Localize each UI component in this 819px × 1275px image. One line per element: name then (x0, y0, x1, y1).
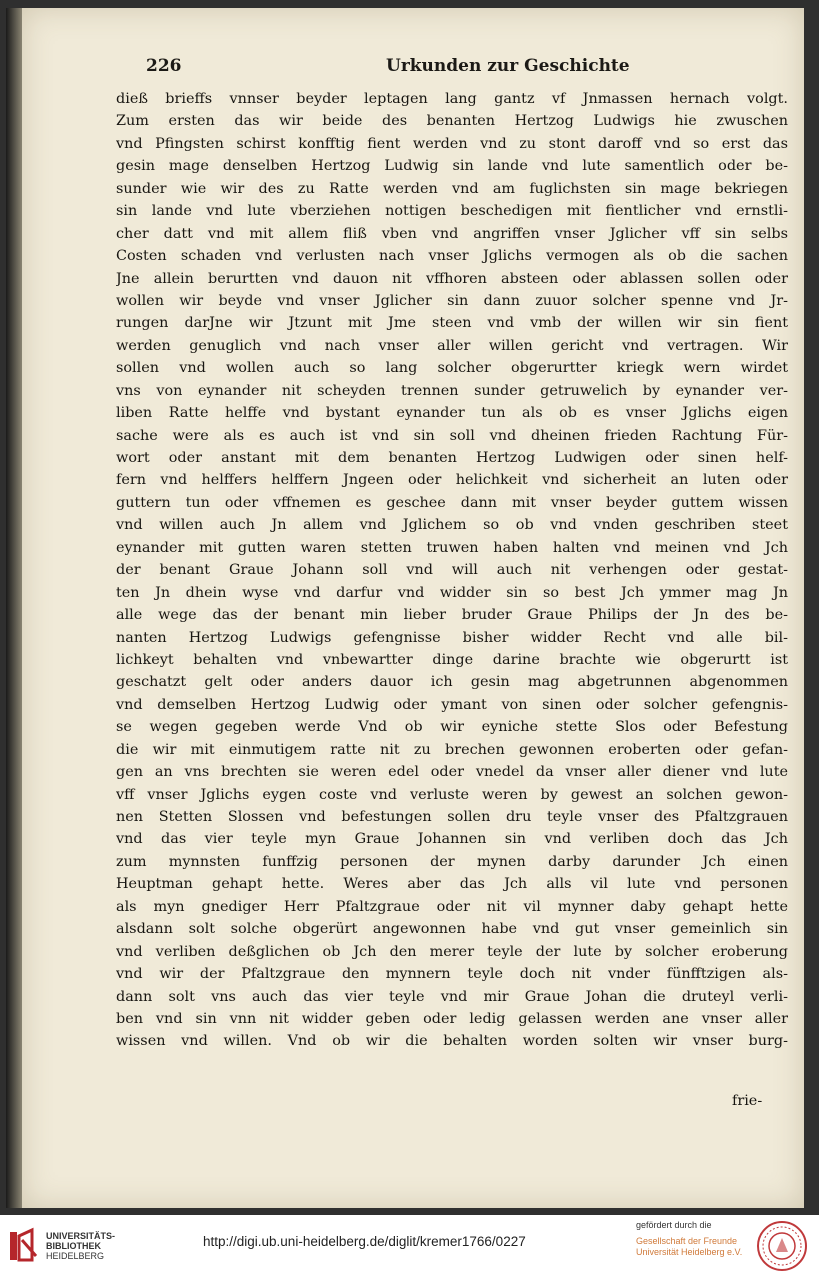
text-line: wort oder anstant mit dem benanten Hertzog Ludwigen oder sinen helf- (116, 450, 788, 466)
sponsor-name-line-1: Gesellschaft der Freunde (636, 1236, 738, 1246)
sponsor-name (636, 1236, 742, 1258)
text-line: alsdann solt solche obgerürt angewonnen habe vnd gut vnser gemeinlich sin (116, 921, 788, 938)
library-name-line-3: HEIDELBERG (46, 1251, 105, 1261)
page-number: 226 (146, 56, 182, 76)
text-line: liben Ratte helffe vnd bystant eynander tun als ob es vnser Jglichs eigen (116, 405, 788, 422)
text-line: werden genuglich vnd nach vnser aller willen gericht vnd vertragen. Wir (116, 337, 788, 354)
page-gutter-shadow (6, 8, 22, 1208)
text-line: dann solt vns auch das vier teyle vnd mir Graue Johan die druteyl verli- (116, 988, 788, 1005)
text-line: vns von eynander nit scheyden trennen sunder getruwelich by eynander ver- (116, 382, 788, 399)
text-line: nen Stetten Slossen vnd befestungen sollen dru teyle vnser des Pfaltzgrauen (116, 809, 788, 825)
sponsor-label: gefördert durch die (636, 1220, 712, 1230)
page-header (146, 56, 786, 80)
text-line: lichkeyt behalten vnd vnbewartter dinge darine brachte wie obgerurtt ist (116, 651, 788, 668)
running-head: Urkunden zur Geschichte (386, 56, 630, 76)
permalink-url[interactable]: http://digi.ub.uni-heidelberg.de/diglit/kremer1766/0227 (203, 1234, 526, 1249)
text-line: se wegen gegeben werde Vnd ob wir eyniche stette Slos oder Befestung (116, 719, 788, 736)
text-line: sunder wie wir des zu Ratte werden vnd am fuglichsten sin mage bekriegen (116, 180, 788, 197)
text-line: gen an vns brechten sie weren edel oder vnedel da vnser aller diener vnd lute (116, 764, 788, 781)
text-line: vnd wir der Pfaltzgraue den mynnern teyle doch nit vnder fünfftzigen als- (116, 966, 788, 983)
text-line: Jne allein berurtten vnd dauon nit vffhoren absteen oder ablassen sollen oder (116, 270, 788, 287)
text-line: geschatzt gelt oder anders dauor ich gesin mag abgetrunnen abgenommen (116, 674, 788, 691)
text-line: zum mynnsten funffzig personen der mynen darby darunder Jch einen (116, 853, 788, 870)
university-library-logo-icon (8, 1226, 40, 1264)
text-line: vnd demselben Hertzog Ludwig oder ymant von sinen oder solcher gefengnis- (116, 696, 788, 713)
text-line: wollen wir beyde vnd vnser Jglicher sin dann zuuor solcher spenne vnd Jr- (116, 292, 788, 309)
text-line: vnd das vier teyle myn Graue Johannen sin vnd verliben doch das Jch (116, 831, 788, 848)
catchword: frie- (732, 1093, 763, 1109)
text-line: die wir mit einmutigem ratte nit zu brechen gewonnen eroberten oder gefan- (116, 741, 788, 758)
text-line: vff vnser Jglichs eygen coste vnd verluste weren by gewest an solchen gewon- (116, 786, 788, 803)
footer-bar (0, 1215, 819, 1275)
text-line: wissen vnd willen. Vnd ob wir die behalten worden solten wir vnser burg- (116, 1033, 788, 1050)
text-line: eynander mit gutten waren stetten truwen haben halten vnd meinen vnd Jch (116, 539, 788, 556)
text-line: rungen darJne wir Jtzunt mit Jme steen vnd vmb der willen wir sin fient (116, 315, 788, 332)
text-line: der benant Graue Johann soll vnd will auch nit verhengen oder gestat- (116, 562, 788, 579)
text-line: als myn gnediger Herr Pfaltzgraue oder nit vil mynner daby gehapt hette (116, 898, 788, 915)
text-line: sache were als es auch ist vnd sin soll vnd dheinen frieden Rachtung Für- (116, 427, 788, 444)
text-line: vnd Pfingsten schirst konfftig fient werden vnd zu stont daroff vnd so erst das (116, 135, 788, 152)
text-line: ben vnd sin vnn nit widder geben oder ledig gelassen werden ane vnser aller (116, 1010, 788, 1027)
text-line: ten Jn dhein wyse vnd darfur vnd widder sin so best Jch ymmer mag Jn (116, 584, 788, 601)
text-line: fern vnd helffers helffern Jngeen oder helichkeit vnd sicherheit an luten oder (116, 472, 788, 489)
university-seal-icon (756, 1220, 808, 1272)
body-text (116, 88, 788, 1053)
text-line: Heuptman gehapt hette. Weres aber das Jch alls vil lute vnd personen (116, 876, 788, 893)
text-line: sin lande vnd lute vberziehen nottigen beschedigen mit fientlicher vnd ernstli- (116, 203, 788, 220)
text-line: sollen vnd wollen auch so lang solcher obgerurtter kriegk wern wirdet (116, 360, 788, 377)
text-line: vnd verliben deßglichen ob Jch den merer teyle der lute by solcher eroberung (116, 943, 788, 960)
text-line: alle wege das der benant min lieber bruder Graue Philips der Jn des be- (116, 607, 788, 624)
library-name (46, 1231, 115, 1261)
text-line: Costen schaden vnd verlusten nach vnser Jglichs vermogen als ob die sachen (116, 248, 788, 265)
text-line: cher datt vnd mit allem fliß vben vnd angriffen vnser Jglicher vff sin selbs (116, 225, 788, 242)
library-name-line-1: UNIVERSITÄTS- (46, 1231, 116, 1241)
text-line: vnd willen auch Jn allem vnd Jglichem so ob vnd vnden geschriben steet (116, 517, 788, 534)
sponsor-name-line-2: Universität Heidelberg e.V. (636, 1247, 743, 1257)
text-line: nanten Hertzog Ludwigs gefengnisse bisher widder Recht vnd alle bil- (116, 629, 788, 646)
text-line: guttern tun oder vffnemen es geschee dann mit vnser beyder guttem wissen (116, 494, 788, 511)
text-line: Zum ersten das wir beide des benanten Hertzog Ludwigs hie zwuschen (116, 113, 788, 130)
text-line: gesin mage denselben Hertzog Ludwig sin lande vnd lute samentlich oder be- (116, 158, 788, 175)
text-line: dieß brieffs vnnser beyder leptagen lang gantz vf Jnmassen hernach volgt. (116, 91, 788, 107)
library-name-line-2: BIBLIOTHEK (46, 1241, 101, 1251)
